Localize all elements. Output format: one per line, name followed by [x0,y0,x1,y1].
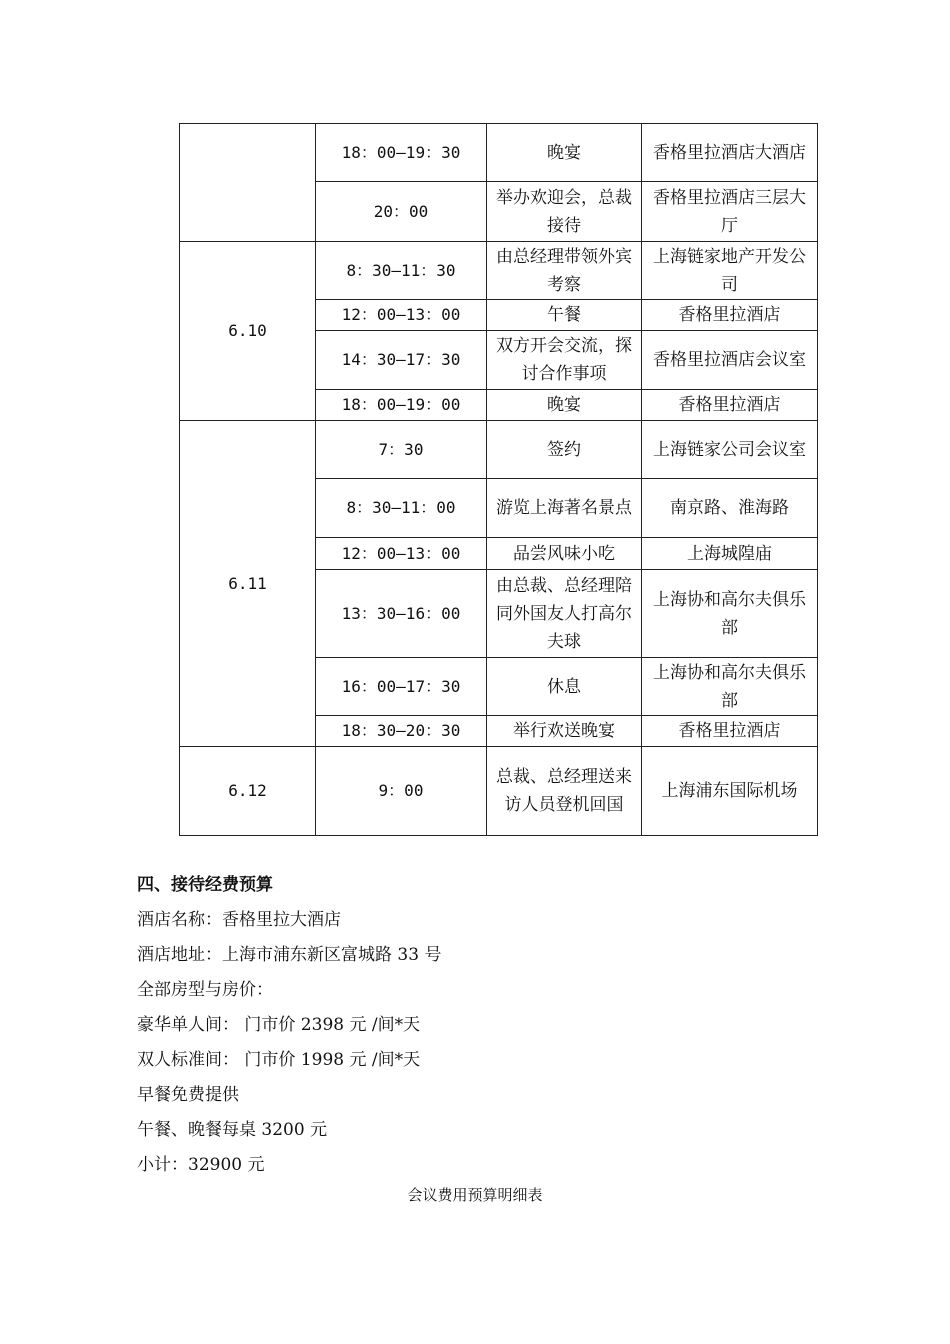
activity-cell: 签约 [487,421,642,479]
activity-cell: 举行欢送晚宴 [487,716,642,747]
time-cell: 18：00—19：00 [316,390,487,421]
date-cell: 6.10 [180,242,316,421]
breakfast-note: 早餐免费提供 [137,1085,239,1105]
location-cell: 上海浦东国际机场 [642,747,818,836]
time-cell: 16：00—17：30 [316,658,487,716]
time-cell: 7：30 [316,421,487,479]
location-cell: 上海协和高尔夫俱乐部 [642,570,818,658]
activity-cell: 午餐 [487,300,642,331]
activity-cell: 双方开会交流，探讨合作事项 [487,331,642,390]
deluxe-single-price: 豪华单人间： 门市价 2398 元 /间*天 [137,1015,421,1035]
time-cell: 20：00 [316,182,487,242]
location-cell: 上海链家地产开发公司 [642,242,818,300]
double-standard-price: 双人标准间： 门市价 1998 元 /间*天 [137,1050,421,1070]
location-cell: 香格里拉酒店 [642,300,818,331]
location-cell: 上海城隍庙 [642,538,818,570]
activity-cell: 休息 [487,658,642,716]
time-cell: 14：30—17：30 [316,331,487,390]
activity-cell: 游览上海著名景点 [487,479,642,538]
time-cell: 9：00 [316,747,487,836]
table-caption: 会议费用预算明细表 [407,1186,543,1204]
location-cell: 香格里拉酒店大酒店 [642,124,818,182]
room-types-label: 全部房型与房价： [137,980,273,1000]
activity-cell: 晚宴 [487,390,642,421]
time-cell: 13：30—16：00 [316,570,487,658]
date-cell: 6.12 [180,747,316,836]
table-row [180,421,818,479]
activity-cell: 总裁、总经理送来访人员登机回国 [487,747,642,836]
location-cell: 香格里拉酒店三层大厅 [642,182,818,242]
location-cell: 南京路、淮海路 [642,479,818,538]
activity-cell: 举办欢迎会，总裁接待 [487,182,642,242]
date-cell [180,124,316,242]
location-cell: 香格里拉酒店 [642,390,818,421]
section-heading: 四、接待经费预算 [137,875,273,895]
activity-cell: 晚宴 [487,124,642,182]
meals-price: 午餐、晚餐每桌 3200 元 [137,1120,328,1140]
time-cell: 18：30—20：30 [316,716,487,747]
table-row [180,242,818,300]
hotel-name: 酒店名称：香格里拉大酒店 [137,910,341,930]
subtotal: 小计：32900 元 [137,1155,265,1175]
activity-cell: 品尝风味小吃 [487,538,642,570]
table-row [180,124,818,182]
table-row [180,747,818,836]
activity-cell: 由总经理带领外宾考察 [487,242,642,300]
time-cell: 8：30—11：30 [316,242,487,300]
location-cell: 上海链家公司会议室 [642,421,818,479]
location-cell: 香格里拉酒店 [642,716,818,747]
time-cell: 8：30—11：00 [316,479,487,538]
schedule-table [179,123,818,836]
budget-section [137,870,837,1185]
time-cell: 18：00—19：30 [316,124,487,182]
location-cell: 香格里拉酒店会议室 [642,331,818,390]
time-cell: 12：00—13：00 [316,300,487,331]
hotel-address: 酒店地址：上海市浦东新区富城路 33 号 [137,945,442,965]
location-cell: 上海协和高尔夫俱乐部 [642,658,818,716]
time-cell: 12：00—13：00 [316,538,487,570]
activity-cell: 由总裁、总经理陪同外国友人打高尔夫球 [487,570,642,658]
date-cell: 6.11 [180,421,316,747]
